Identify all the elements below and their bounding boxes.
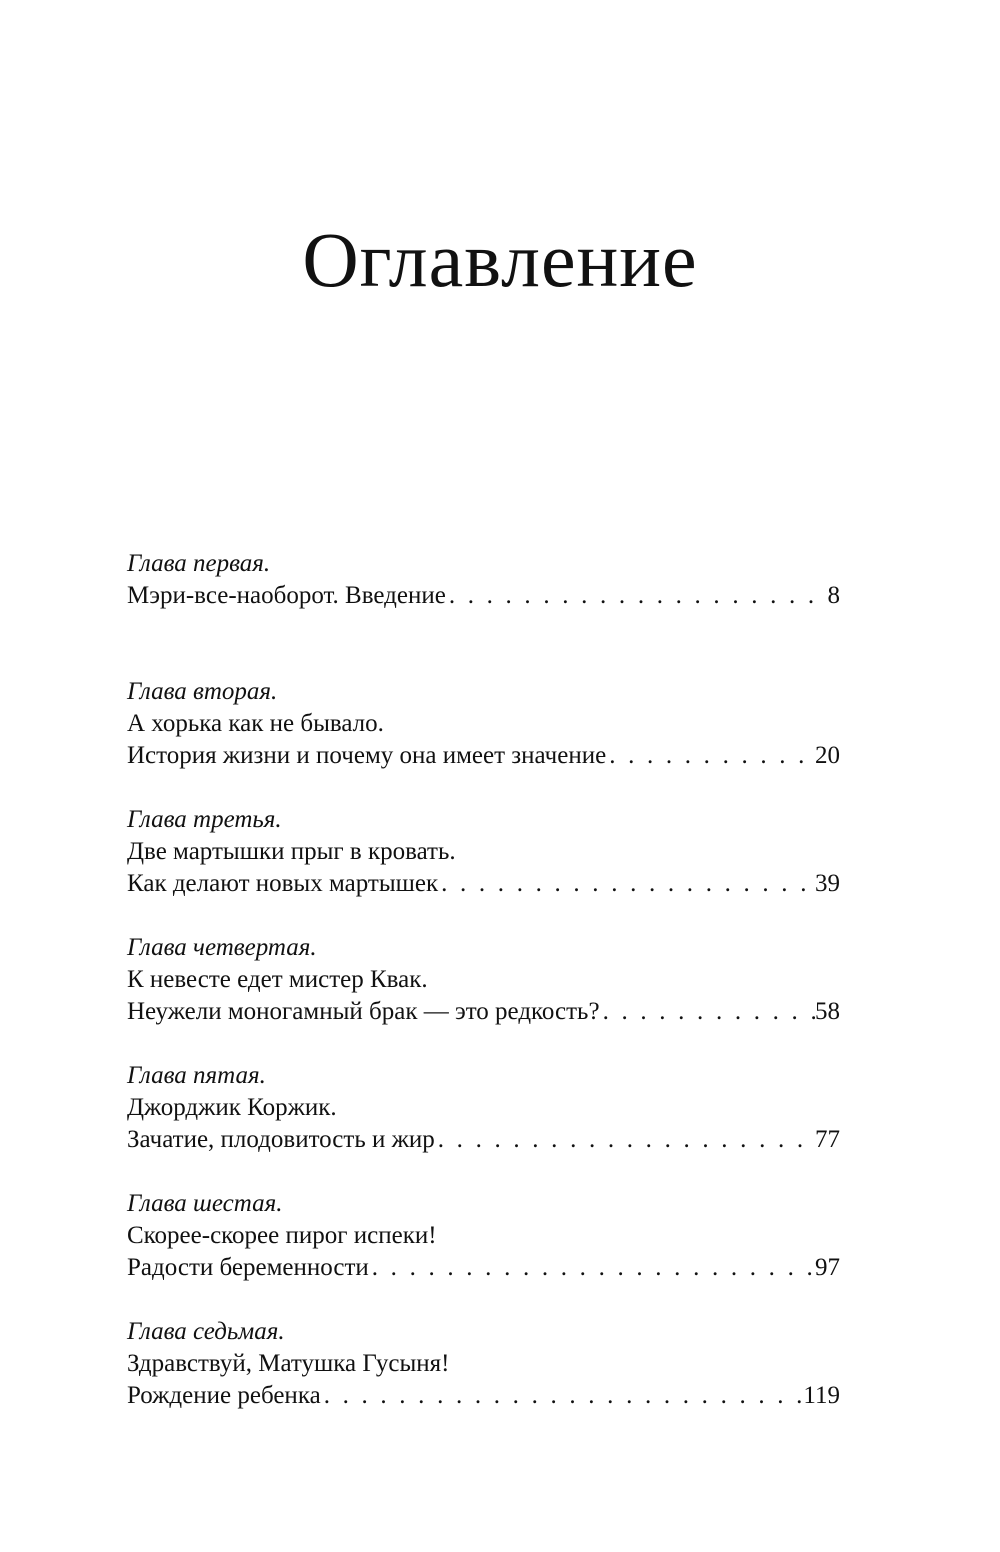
page-number: 97	[815, 1254, 840, 1281]
chapter-title: Мэри-все-наоборот. Введение	[127, 582, 446, 609]
toc-entry-title-line	[127, 580, 840, 612]
toc-entry	[127, 1188, 840, 1316]
chapter-title: Радости беременности	[127, 1254, 369, 1281]
toc-entry-title-line	[127, 868, 840, 900]
chapter-label: Глава пятая.	[127, 1062, 266, 1089]
toc-entry-title-line	[127, 1252, 840, 1284]
page-number: 77	[815, 1126, 840, 1153]
chapter-title: Неужели моногамный брак — это редкость?	[127, 998, 600, 1025]
chapter-label: Глава третья.	[127, 806, 282, 833]
chapter-title: История жизни и почему она имеет значение	[127, 742, 607, 769]
dot-leader	[446, 580, 828, 612]
chapter-title: Как делают новых мартышек	[127, 870, 439, 897]
chapter-label: Глава вторая.	[127, 678, 278, 705]
toc-entry-title-line	[127, 996, 840, 1028]
chapter-subtitle-text: Скорее-скорее пирог испеки!	[127, 1222, 437, 1249]
toc-entry-title-line	[127, 1380, 840, 1412]
toc-entry	[127, 804, 840, 932]
chapter-label: Глава четвертая.	[127, 934, 317, 961]
chapter-subtitle	[127, 1092, 840, 1124]
chapter-subtitle-text: Здравствуй, Матушка Гусыня!	[127, 1350, 450, 1377]
toc-entry	[127, 1060, 840, 1188]
chapter-title: Зачатие, плодовитость и жир	[127, 1126, 435, 1153]
toc-entry-title-line	[127, 740, 840, 772]
toc-entry	[127, 676, 840, 804]
chapter-subtitle-text: А хорька как не бывало.	[127, 710, 384, 737]
chapter-subtitle	[127, 1220, 840, 1252]
page-number: 20	[815, 742, 840, 769]
chapter-subtitle-text: Джорджик Коржик.	[127, 1094, 337, 1121]
chapter-subtitle	[127, 1348, 840, 1380]
dot-leader	[438, 868, 815, 900]
page-number: 8	[827, 582, 840, 609]
page-number: 58	[815, 998, 840, 1025]
toc-entry	[127, 932, 840, 1060]
chapter-title: Рождение ребенка	[127, 1382, 321, 1409]
chapter-label: Глава первая.	[127, 550, 271, 577]
page-number: 119	[803, 1382, 840, 1409]
chapter-subtitle-text: К невесте едет мистер Квак.	[127, 966, 428, 993]
chapter-subtitle	[127, 708, 840, 740]
chapter-subtitle	[127, 964, 840, 996]
page-title: Оглавление	[302, 216, 698, 303]
chapter-label: Глава шестая.	[127, 1190, 283, 1217]
dot-leader	[606, 740, 815, 772]
page-number: 39	[815, 870, 840, 897]
dot-leader	[369, 1252, 815, 1284]
table-of-contents	[127, 548, 840, 1444]
dot-leader	[321, 1380, 804, 1412]
dot-leader	[435, 1124, 815, 1156]
chapter-subtitle-text: Две мартышки прыг в кровать.	[127, 838, 456, 865]
toc-entry	[127, 1316, 840, 1444]
toc-entry-title-line	[127, 1124, 840, 1156]
toc-entry	[127, 548, 840, 676]
chapter-label: Глава седьмая.	[127, 1318, 285, 1345]
dot-leader	[600, 996, 815, 1028]
chapter-subtitle	[127, 836, 840, 868]
